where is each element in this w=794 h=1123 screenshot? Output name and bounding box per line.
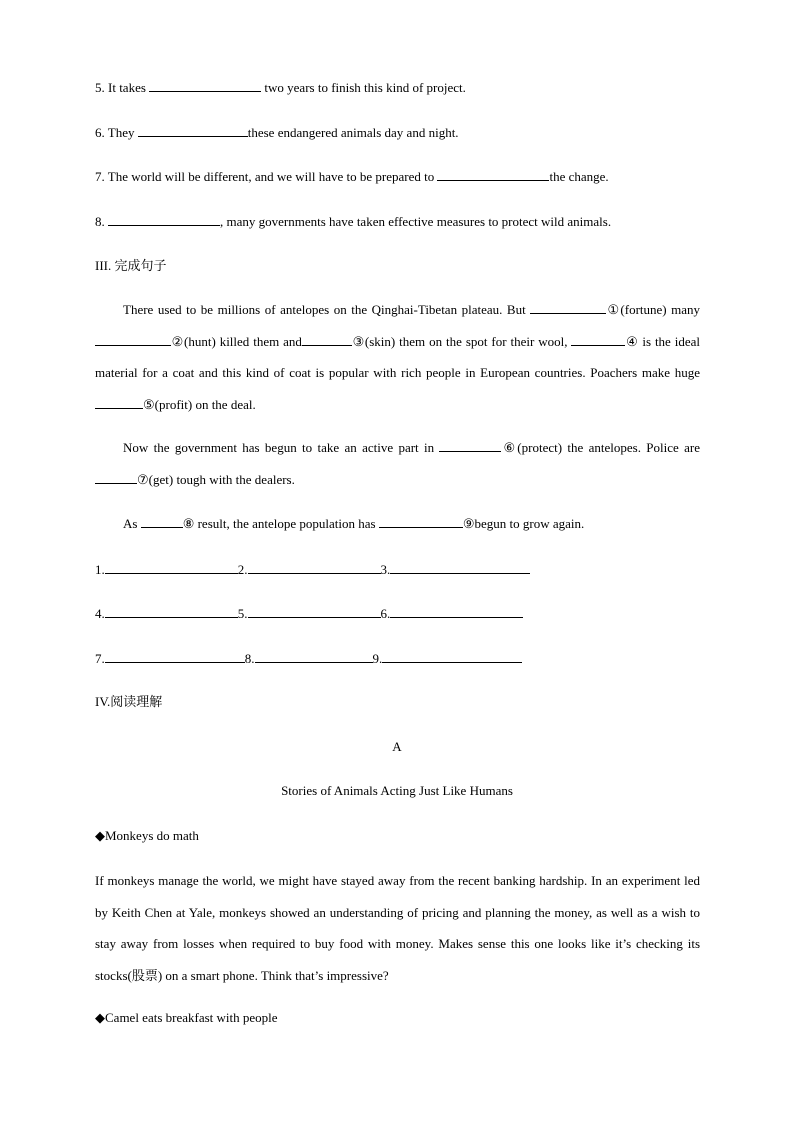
section-3-paragraph-3: [95, 508, 700, 540]
answer-label-8: 8.: [244, 651, 255, 666]
blank-5[interactable]: [149, 79, 261, 92]
sentence-7: [95, 168, 609, 185]
answer-blank-8[interactable]: [255, 650, 373, 663]
answer-blank-2[interactable]: [248, 561, 381, 574]
part-label: A: [392, 739, 402, 754]
blank-p3-2[interactable]: [379, 515, 463, 528]
p1-text-5: ④ is the ideal material for a coat and this kind of coat is popular with rich people in European countries. Poachers make huge: [95, 333, 701, 380]
sentence-8-start: 8.: [95, 214, 108, 229]
blank-p1-5[interactable]: [95, 396, 143, 409]
blank-8[interactable]: [108, 213, 220, 226]
section-3-paragraph-2: [95, 432, 700, 495]
blank-6[interactable]: [138, 124, 248, 137]
blank-p1-1[interactable]: [530, 301, 606, 314]
p2-text-3: ⑦(get) tough with the dealers.: [137, 471, 295, 487]
answer-label-7: 7.: [95, 651, 105, 666]
p2-text-2: ⑥(protect) the antelopes. Police are: [501, 440, 700, 455]
answer-row-3: [95, 650, 522, 667]
sentence-8: [95, 213, 611, 230]
answer-blank-3[interactable]: [390, 561, 530, 574]
item-2-heading: ◆Camel eats breakfast with people: [95, 1010, 278, 1025]
sentence-7-start: 7. The world will be different, and we will have to be prepared to: [95, 169, 438, 184]
section-3-paragraph-1: [95, 294, 700, 420]
reading-title: Stories of Animals Acting Just Like Humans: [281, 783, 513, 798]
answer-label-5: 5.: [237, 606, 248, 621]
answer-blank-7[interactable]: [105, 650, 245, 663]
section-4-heading: IV.阅读理解: [95, 694, 163, 709]
sentence-5-end: two years to finish this kind of project.: [261, 80, 466, 95]
sentence-6: [95, 124, 459, 141]
p1-text-6: ⑤(profit) on the deal.: [143, 396, 256, 412]
section-3-heading: III. 完成句子: [95, 258, 167, 273]
sentence-5: [95, 79, 466, 96]
answer-row-2: [95, 605, 523, 622]
answer-blank-4[interactable]: [105, 605, 238, 618]
p1-text-1: There used to be millions of antelopes on the Qinghai-Tibetan plateau. But: [123, 302, 531, 317]
blank-p1-4[interactable]: [571, 333, 625, 346]
answer-blank-1[interactable]: [105, 561, 238, 574]
sentence-6-end: these endangered animals day and night.: [247, 125, 459, 140]
blank-p1-3[interactable]: [302, 333, 352, 346]
answer-blank-5[interactable]: [248, 605, 381, 618]
sentence-7-end: the change.: [549, 169, 609, 184]
answer-blank-6[interactable]: [390, 605, 523, 618]
answer-label-4: 4.: [95, 606, 105, 621]
blank-7[interactable]: [437, 168, 549, 181]
answer-label-3: 3.: [380, 562, 391, 577]
item-1-paragraph: If monkeys manage the world, we might have stayed away from the recent banking hardship. In an experiment led by Keith Chen at Yale, monkeys showed an understanding of pricing and planning the money, as well as a wish to stay away from losses when required to buy food with money. Makes sense this one looks like it’s checking its stocks(股票) on a smart phone. Think that’s impressive?: [95, 873, 700, 983]
sentence-5-start: 5. It takes: [95, 80, 150, 95]
answer-label-1: 1.: [95, 562, 105, 577]
answer-row-1: [95, 561, 530, 578]
item-1-heading: ◆Monkeys do math: [95, 828, 199, 843]
p1-text-3: ②(hunt) killed them and: [171, 333, 302, 349]
blank-p3-1[interactable]: [141, 515, 183, 528]
answer-label-9: 9.: [372, 651, 383, 666]
p3-text-3: ⑨begun to grow again.: [462, 516, 585, 531]
blank-p1-2[interactable]: [95, 333, 171, 346]
sentence-6-start: 6. They: [95, 125, 138, 140]
p3-text-1: As: [123, 516, 141, 531]
blank-p2-1[interactable]: [439, 439, 501, 452]
answer-label-6: 6.: [380, 606, 391, 621]
blank-p2-2[interactable]: [95, 471, 137, 484]
p3-text-2: ⑧ result, the antelope population has: [182, 516, 379, 531]
p1-text-4: ③(skin) them on the spot for their wool,: [351, 333, 572, 349]
answer-label-2: 2.: [237, 562, 248, 577]
answer-blank-9[interactable]: [382, 650, 522, 663]
p1-text-2: ①(fortune) many: [606, 302, 701, 317]
p2-text-1: Now the government has begun to take an active part in: [123, 440, 440, 455]
sentence-8-end: , many governments have taken effective measures to protect wild animals.: [220, 214, 612, 229]
